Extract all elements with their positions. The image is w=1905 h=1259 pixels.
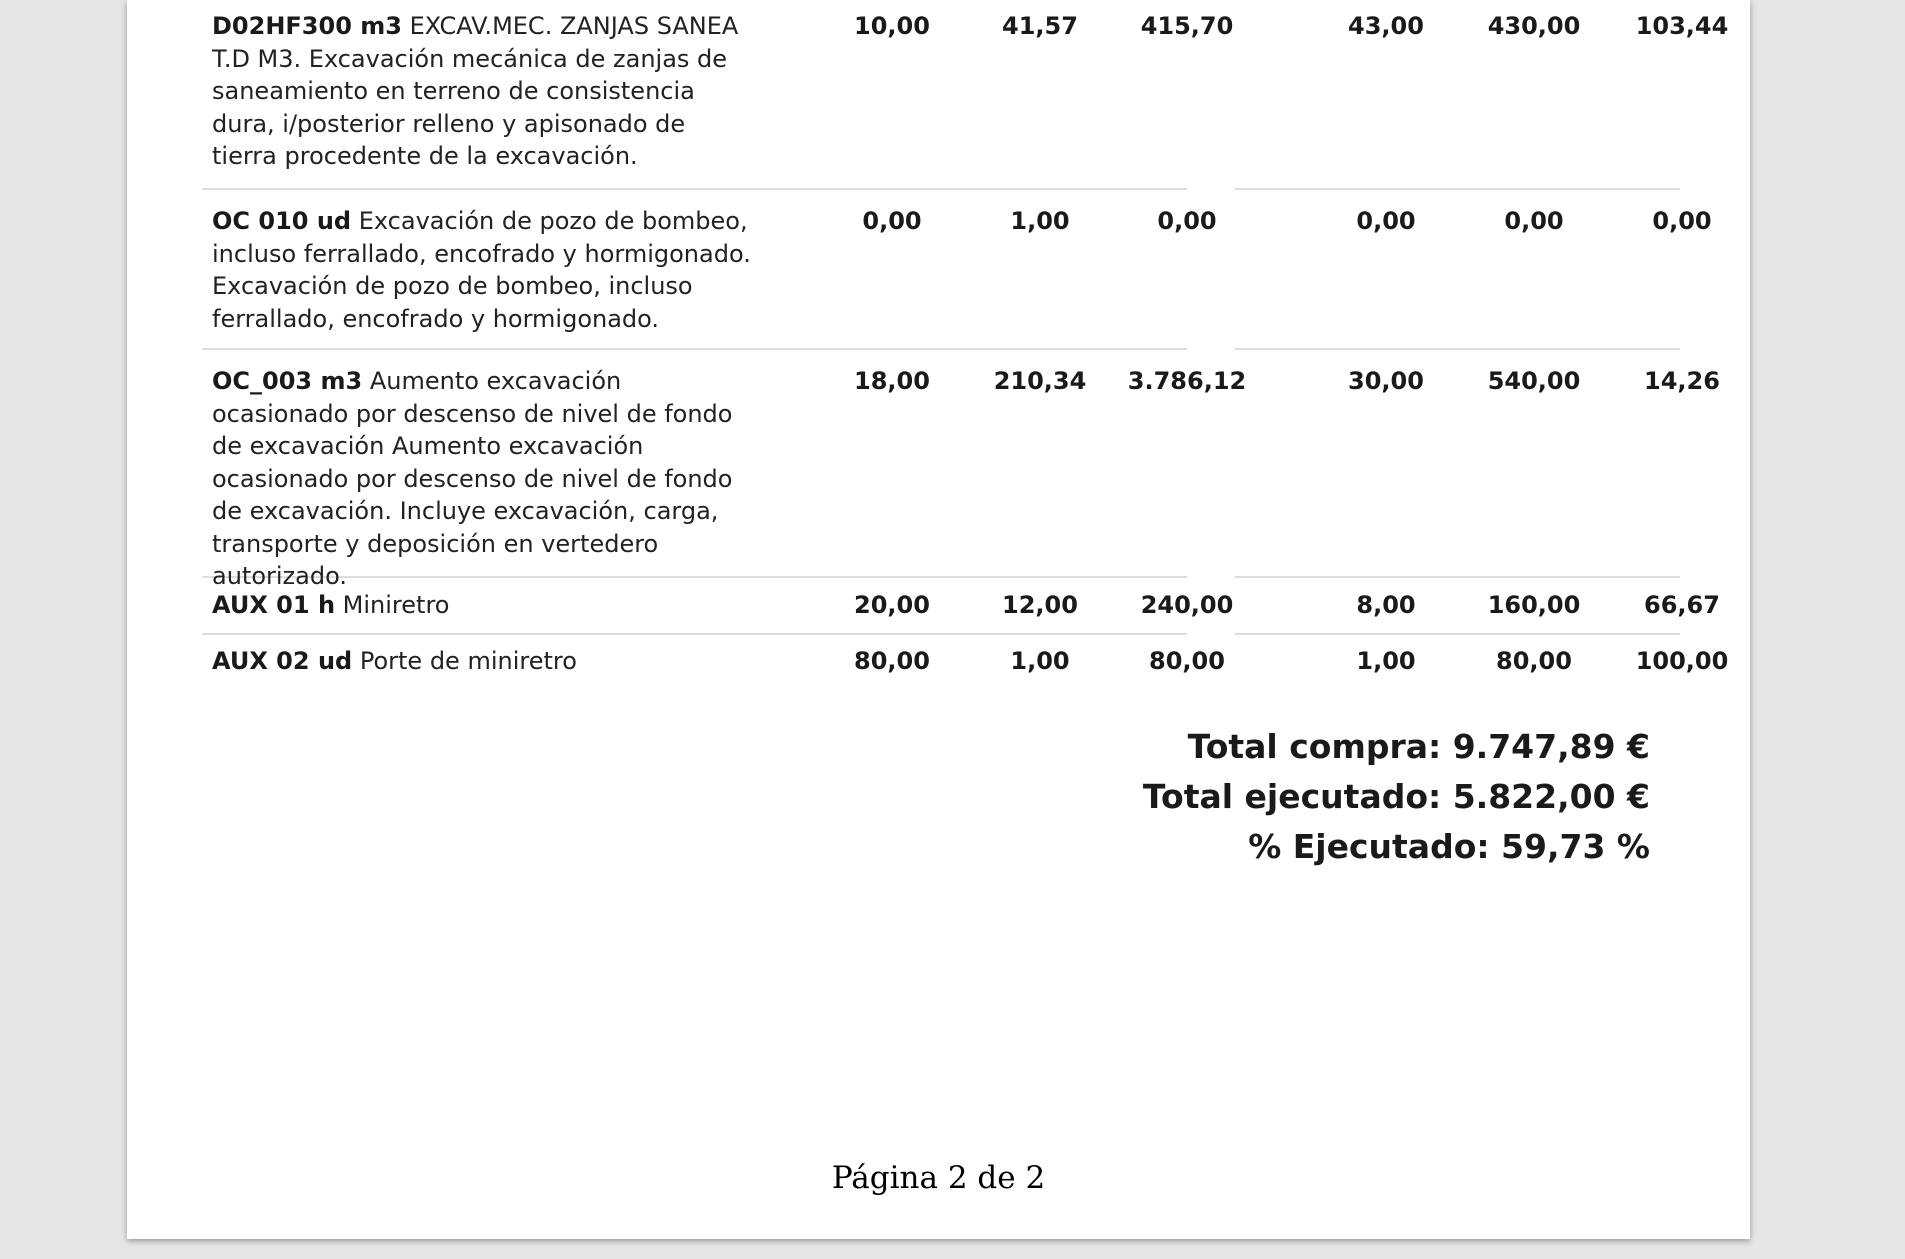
executed-amount-cell: 0,00 xyxy=(1504,207,1564,235)
price-cell: 41,57 xyxy=(1002,12,1078,40)
item-code: OC 010 ud xyxy=(212,207,352,235)
amount-cell: 0,00 xyxy=(1157,207,1217,235)
executed-quantity-cell: 43,00 xyxy=(1348,12,1424,40)
table-row xyxy=(202,0,1729,190)
percent-cell: 0,00 xyxy=(1652,207,1712,235)
item-text: Porte de miniretro xyxy=(359,647,577,675)
quantity-cell: 18,00 xyxy=(854,367,930,395)
percent-cell: 100,00 xyxy=(1635,647,1729,675)
item-text: Miniretro xyxy=(342,591,450,619)
percent-cell: 103,44 xyxy=(1635,12,1729,40)
item-text: Aumento excavación ocasionado por descenso de nivel de fondo de excavación Aumento excavación ocasionado por descenso de nivel de fondo de excavación. Incluye excavación, carga, transporte y deposición en vertedero autorizado. xyxy=(212,367,733,590)
item-description xyxy=(212,589,752,622)
totals-block xyxy=(1143,722,1650,872)
item-description xyxy=(212,10,752,173)
item-description xyxy=(212,205,752,335)
table-row xyxy=(202,578,1720,635)
table-row xyxy=(202,190,1712,350)
table-row xyxy=(202,350,1720,590)
quantity-cell: 80,00 xyxy=(854,647,930,675)
amount-cell: 80,00 xyxy=(1149,647,1225,675)
table-row xyxy=(202,635,1729,685)
document-page xyxy=(127,0,1750,1239)
amount-cell: 415,70 xyxy=(1140,12,1234,40)
page-number: Página 2 de 2 xyxy=(831,1160,1046,1196)
price-cell: 210,34 xyxy=(993,367,1087,395)
quantity-cell: 20,00 xyxy=(854,591,930,619)
executed-amount-cell: 160,00 xyxy=(1487,591,1581,619)
item-text: Excavación de pozo de bombeo, incluso ferrallado, encofrado y hormigonado. Excavación de pozo de bombeo, incluso ferrallado, encofrado y hormigonado. xyxy=(212,207,751,333)
percent-cell: 14,26 xyxy=(1644,367,1720,395)
total-executed: Total ejecutado: 5.822,00 € xyxy=(1142,777,1650,816)
item-code: AUX 02 ud xyxy=(212,647,353,675)
executed-amount-cell: 80,00 xyxy=(1496,647,1572,675)
percent-cell: 66,67 xyxy=(1644,591,1720,619)
item-code: D02HF300 m3 xyxy=(212,12,402,40)
item-code: OC_003 m3 xyxy=(212,367,363,395)
item-code: AUX 01 h xyxy=(212,591,336,619)
quantity-cell: 0,00 xyxy=(862,207,922,235)
amount-cell: 240,00 xyxy=(1140,591,1234,619)
budget-table xyxy=(202,0,1729,685)
item-text: EXCAV.MEC. ZANJAS SANEA T.D M3. Excavación mecánica de zanjas de saneamiento en terreno de consistencia dura, i/posterior relleno y apisonado de tierra procedente de la excavación. xyxy=(212,12,739,170)
price-cell: 12,00 xyxy=(1002,591,1078,619)
executed-quantity-cell: 30,00 xyxy=(1348,367,1424,395)
executed-quantity-cell: 1,00 xyxy=(1356,647,1416,675)
price-cell: 1,00 xyxy=(1010,647,1070,675)
percent-executed: % Ejecutado: 59,73 % xyxy=(1248,827,1650,866)
quantity-cell: 10,00 xyxy=(854,12,930,40)
amount-cell: 3.786,12 xyxy=(1127,367,1247,395)
executed-amount-cell: 430,00 xyxy=(1487,12,1581,40)
executed-quantity-cell: 0,00 xyxy=(1356,207,1416,235)
item-description xyxy=(212,365,752,593)
price-cell: 1,00 xyxy=(1010,207,1070,235)
executed-amount-cell: 540,00 xyxy=(1487,367,1581,395)
total-purchase: Total compra: 9.747,89 € xyxy=(1187,727,1650,766)
item-description xyxy=(212,645,752,678)
executed-quantity-cell: 8,00 xyxy=(1356,591,1416,619)
